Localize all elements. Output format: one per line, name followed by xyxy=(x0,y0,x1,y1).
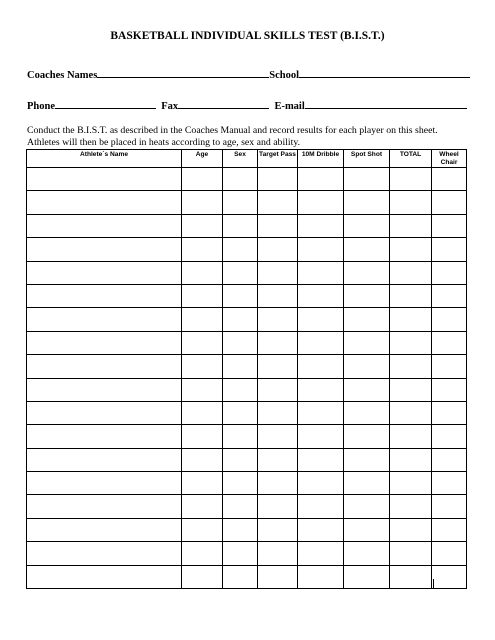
results-table xyxy=(26,149,467,589)
cell-athlete-name[interactable] xyxy=(27,331,182,354)
cell-spot-shot[interactable] xyxy=(344,542,390,565)
instructions xyxy=(27,125,477,148)
cell-wheel-chair[interactable] xyxy=(432,542,467,565)
cell-target-pass[interactable] xyxy=(258,495,298,518)
cell-wheel-chair[interactable] xyxy=(432,191,467,214)
cell-sex[interactable] xyxy=(223,542,258,565)
cell-age[interactable] xyxy=(182,565,223,588)
cell-sex[interactable] xyxy=(223,331,258,354)
cell-total[interactable] xyxy=(390,425,432,448)
cell-target-pass[interactable] xyxy=(258,448,298,471)
cell-wheel-chair[interactable] xyxy=(432,284,467,307)
cell-athlete-name[interactable] xyxy=(27,425,182,448)
cell-sex[interactable] xyxy=(223,448,258,471)
cell-sex[interactable] xyxy=(223,261,258,284)
cell-age[interactable] xyxy=(182,425,223,448)
cell-sex[interactable] xyxy=(223,238,258,261)
cell-athlete-name[interactable] xyxy=(27,191,182,214)
table-row xyxy=(27,518,467,541)
cell-spot-shot[interactable] xyxy=(344,238,390,261)
cell-target-pass[interactable] xyxy=(258,308,298,331)
cell-age[interactable] xyxy=(182,378,223,401)
fax-label: Fax xyxy=(161,101,179,112)
cell-athlete-name[interactable] xyxy=(27,472,182,495)
cell-10m-dribble[interactable] xyxy=(298,495,344,518)
cell-wheel-chair[interactable] xyxy=(432,495,467,518)
cell-10m-dribble[interactable] xyxy=(298,331,344,354)
contact-line xyxy=(27,98,467,112)
cell-spot-shot[interactable] xyxy=(344,448,390,471)
cell-athlete-name[interactable] xyxy=(27,448,182,471)
table-row xyxy=(27,542,467,565)
cell-athlete-name[interactable] xyxy=(27,238,182,261)
cell-10m-dribble[interactable] xyxy=(298,261,344,284)
table-row xyxy=(27,191,467,214)
cell-total[interactable] xyxy=(390,331,432,354)
cell-10m-dribble[interactable] xyxy=(298,518,344,541)
cell-wheel-chair[interactable] xyxy=(432,378,467,401)
email-label: E-mail xyxy=(274,101,305,112)
cell-total[interactable] xyxy=(390,378,432,401)
email-field[interactable] xyxy=(305,98,467,109)
coach-school-line xyxy=(27,67,470,81)
cell-wheel-chair[interactable] xyxy=(432,238,467,261)
cell-wheel-chair[interactable] xyxy=(432,425,467,448)
phone-label: Phone xyxy=(27,101,56,112)
cell-age[interactable] xyxy=(182,308,223,331)
cell-target-pass[interactable] xyxy=(258,355,298,378)
document-title: BASKETBALL INDIVIDUAL SKILLS TEST (B.I.S.T.) xyxy=(110,30,385,42)
table-row xyxy=(27,565,467,588)
cell-total[interactable] xyxy=(390,448,432,471)
cell-total[interactable] xyxy=(390,518,432,541)
cell-age[interactable] xyxy=(182,542,223,565)
cell-target-pass[interactable] xyxy=(258,214,298,237)
cell-wheel-chair[interactable] xyxy=(432,472,467,495)
column-header-wheel-chair: Wheel Chair xyxy=(432,150,467,168)
column-header-athlete-name: Athlete`s Name xyxy=(27,150,182,168)
cell-target-pass[interactable] xyxy=(258,378,298,401)
cell-total[interactable] xyxy=(390,284,432,307)
cell-total[interactable] xyxy=(390,308,432,331)
cell-target-pass[interactable] xyxy=(258,168,298,191)
cell-sex[interactable] xyxy=(223,355,258,378)
cell-spot-shot[interactable] xyxy=(344,425,390,448)
instructions-line-1: Conduct the B.I.S.T. as described in the Coaches Manual and record results for each player on this sheet. xyxy=(27,125,438,136)
cell-10m-dribble[interactable] xyxy=(298,401,344,424)
cell-age[interactable] xyxy=(182,355,223,378)
column-header-age: Age xyxy=(182,150,223,168)
column-header-sex: Sex xyxy=(223,150,258,168)
cell-10m-dribble[interactable] xyxy=(298,448,344,471)
cell-target-pass[interactable] xyxy=(258,284,298,307)
cell-sex[interactable] xyxy=(223,401,258,424)
cell-sex[interactable] xyxy=(223,565,258,588)
cell-target-pass[interactable] xyxy=(258,401,298,424)
cell-spot-shot[interactable] xyxy=(344,378,390,401)
cell-athlete-name[interactable] xyxy=(27,401,182,424)
cell-sex[interactable] xyxy=(223,308,258,331)
cell-sex[interactable] xyxy=(223,472,258,495)
cell-wheel-chair[interactable] xyxy=(432,214,467,237)
cell-total[interactable] xyxy=(390,472,432,495)
cell-sex[interactable] xyxy=(223,168,258,191)
cell-total[interactable] xyxy=(390,191,432,214)
cell-target-pass[interactable] xyxy=(258,425,298,448)
cell-athlete-name[interactable] xyxy=(27,518,182,541)
cell-athlete-name[interactable] xyxy=(27,542,182,565)
cell-spot-shot[interactable] xyxy=(344,401,390,424)
table-row xyxy=(27,401,467,424)
cell-age[interactable] xyxy=(182,495,223,518)
cell-spot-shot[interactable] xyxy=(344,308,390,331)
cell-sex[interactable] xyxy=(223,425,258,448)
cell-target-pass[interactable] xyxy=(258,191,298,214)
cell-10m-dribble[interactable] xyxy=(298,191,344,214)
cell-10m-dribble[interactable] xyxy=(298,542,344,565)
cell-total[interactable] xyxy=(390,495,432,518)
table-row xyxy=(27,425,467,448)
coaches-names-label: Coaches Names xyxy=(27,70,98,81)
cell-target-pass[interactable] xyxy=(258,518,298,541)
cell-age[interactable] xyxy=(182,238,223,261)
cell-total[interactable] xyxy=(390,565,432,588)
cell-sex[interactable] xyxy=(223,378,258,401)
table-row xyxy=(27,261,467,284)
cell-athlete-name[interactable] xyxy=(27,261,182,284)
cell-spot-shot[interactable] xyxy=(344,472,390,495)
cell-total[interactable] xyxy=(390,542,432,565)
table-row xyxy=(27,331,467,354)
table-body xyxy=(27,168,467,589)
cell-10m-dribble[interactable] xyxy=(298,308,344,331)
cell-total[interactable] xyxy=(390,168,432,191)
cell-total[interactable] xyxy=(390,401,432,424)
cell-wheel-chair[interactable] xyxy=(432,355,467,378)
cell-target-pass[interactable] xyxy=(258,565,298,588)
coaches-names-field[interactable] xyxy=(97,67,269,78)
school-label: School xyxy=(269,70,300,81)
cell-target-pass[interactable] xyxy=(258,472,298,495)
cell-athlete-name[interactable] xyxy=(27,284,182,307)
cell-spot-shot[interactable] xyxy=(344,284,390,307)
column-header-10m-dribble: 10M Dribble xyxy=(298,150,344,168)
cell-10m-dribble[interactable] xyxy=(298,425,344,448)
cell-sex[interactable] xyxy=(223,191,258,214)
table-row xyxy=(27,168,467,191)
cell-age[interactable] xyxy=(182,261,223,284)
phone-field[interactable] xyxy=(55,98,156,109)
cell-athlete-name[interactable] xyxy=(27,495,182,518)
cell-spot-shot[interactable] xyxy=(344,355,390,378)
cell-athlete-name[interactable] xyxy=(27,378,182,401)
column-header-total: TOTAL xyxy=(390,150,432,168)
cell-spot-shot[interactable] xyxy=(344,191,390,214)
table-row xyxy=(27,284,467,307)
cell-spot-shot[interactable] xyxy=(344,168,390,191)
cell-sex[interactable] xyxy=(223,214,258,237)
cell-total[interactable] xyxy=(390,214,432,237)
cell-spot-shot[interactable] xyxy=(344,261,390,284)
cell-wheel-chair[interactable] xyxy=(432,565,467,588)
cell-10m-dribble[interactable] xyxy=(298,238,344,261)
instructions-line-2: Athletes will then be placed in heats according to age, sex and ability. xyxy=(27,136,301,148)
cell-age[interactable] xyxy=(182,168,223,191)
cell-10m-dribble[interactable] xyxy=(298,355,344,378)
cell-spot-shot[interactable] xyxy=(344,495,390,518)
cell-wheel-chair[interactable] xyxy=(432,331,467,354)
table-row xyxy=(27,495,467,518)
cell-age[interactable] xyxy=(182,331,223,354)
wheel-chair-mark xyxy=(433,579,434,588)
fax-field[interactable] xyxy=(178,98,269,109)
cell-total[interactable] xyxy=(390,261,432,284)
cell-10m-dribble[interactable] xyxy=(298,378,344,401)
table-row xyxy=(27,378,467,401)
cell-age[interactable] xyxy=(182,191,223,214)
cell-wheel-chair[interactable] xyxy=(432,261,467,284)
cell-10m-dribble[interactable] xyxy=(298,168,344,191)
cell-athlete-name[interactable] xyxy=(27,168,182,191)
table-row xyxy=(27,355,467,378)
cell-10m-dribble[interactable] xyxy=(298,472,344,495)
table-row xyxy=(27,472,467,495)
school-field[interactable] xyxy=(299,67,470,78)
cell-age[interactable] xyxy=(182,472,223,495)
cell-10m-dribble[interactable] xyxy=(298,214,344,237)
cell-wheel-chair[interactable] xyxy=(432,518,467,541)
column-header-target-pass: Target Pass xyxy=(258,150,298,168)
cell-athlete-name[interactable] xyxy=(27,214,182,237)
cell-sex[interactable] xyxy=(223,518,258,541)
cell-athlete-name[interactable] xyxy=(27,308,182,331)
cell-total[interactable] xyxy=(390,238,432,261)
cell-athlete-name[interactable] xyxy=(27,565,182,588)
cell-wheel-chair[interactable] xyxy=(432,308,467,331)
cell-spot-shot[interactable] xyxy=(344,331,390,354)
cell-wheel-chair[interactable] xyxy=(432,168,467,191)
cell-wheel-chair[interactable] xyxy=(432,448,467,471)
cell-10m-dribble[interactable] xyxy=(298,565,344,588)
cell-sex[interactable] xyxy=(223,495,258,518)
cell-age[interactable] xyxy=(182,448,223,471)
cell-age[interactable] xyxy=(182,401,223,424)
table-row xyxy=(27,308,467,331)
cell-athlete-name[interactable] xyxy=(27,355,182,378)
cell-wheel-chair[interactable] xyxy=(432,401,467,424)
cell-target-pass[interactable] xyxy=(258,238,298,261)
table-row xyxy=(27,238,467,261)
cell-target-pass[interactable] xyxy=(258,261,298,284)
cell-spot-shot[interactable] xyxy=(344,565,390,588)
table-header-row xyxy=(27,150,467,168)
cell-spot-shot[interactable] xyxy=(344,214,390,237)
cell-target-pass[interactable] xyxy=(258,331,298,354)
cell-target-pass[interactable] xyxy=(258,542,298,565)
cell-total[interactable] xyxy=(390,355,432,378)
cell-age[interactable] xyxy=(182,214,223,237)
cell-age[interactable] xyxy=(182,284,223,307)
cell-spot-shot[interactable] xyxy=(344,518,390,541)
cell-sex[interactable] xyxy=(223,284,258,307)
cell-10m-dribble[interactable] xyxy=(298,284,344,307)
cell-age[interactable] xyxy=(182,518,223,541)
table-row xyxy=(27,214,467,237)
column-header-spot-shot: Spot Shot xyxy=(344,150,390,168)
table-row xyxy=(27,448,467,471)
